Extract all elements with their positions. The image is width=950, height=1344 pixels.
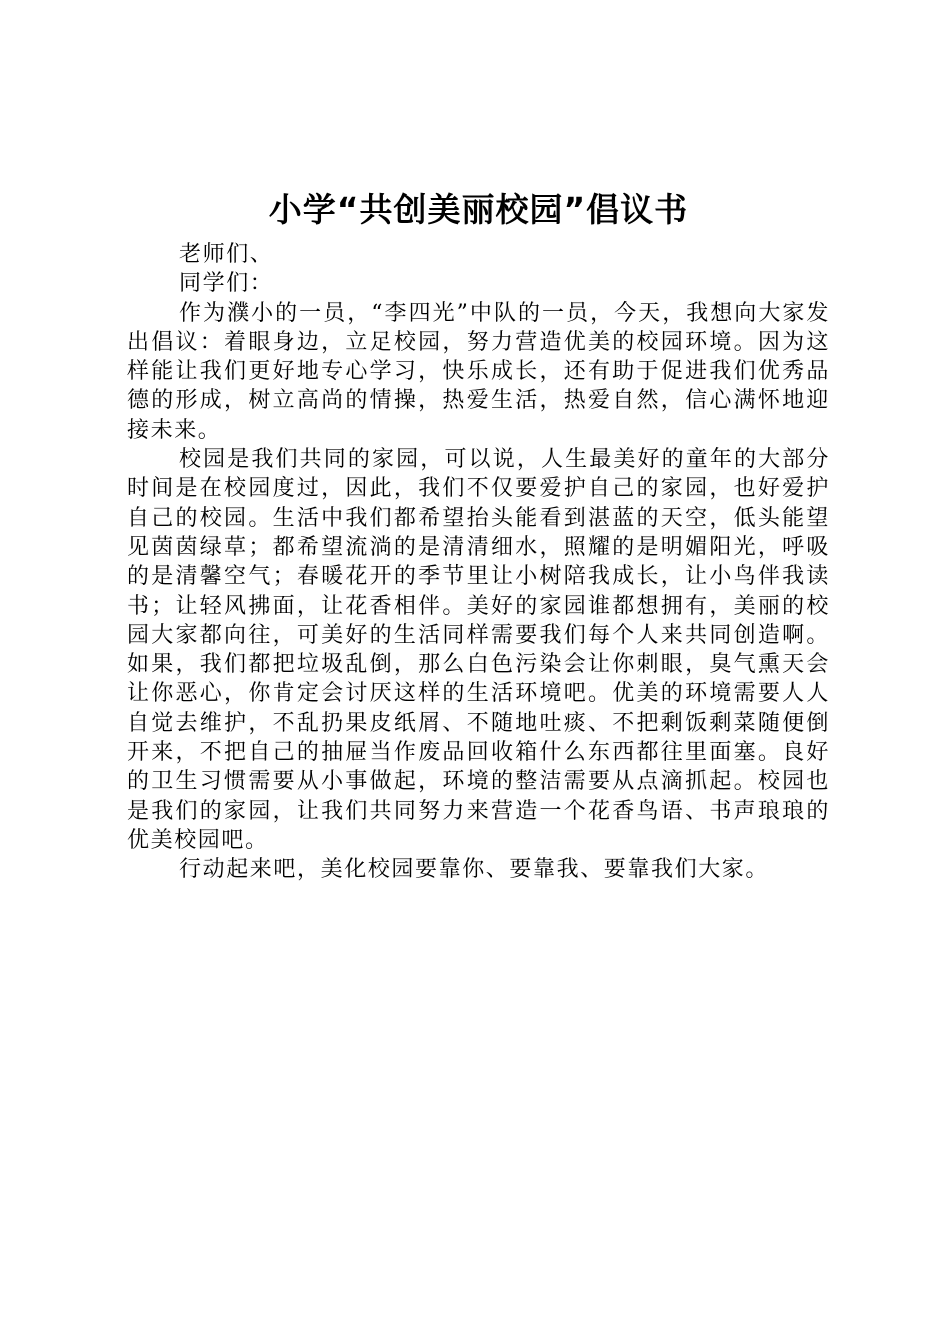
paragraph-2: 校园是我们共同的家园，可以说，人生最美好的童年的大部分时间是在校园度过，因此，我们不仅要爱护自己的家园，也好爱护自己的校园。生活中我们都希望抬头能看到湛蓝的天空，低头能望见茵茵绿草；都希望流淌的是清清细水，照耀的是明媚阳光，呼吸的是清馨空气；春暖花开的季节里让小树陪我成长，让小鸟伴我读书；让轻风拂面，让花香相伴。美好的家园谁都想拥有，美丽的校园大家都向往，可美好的生活同样需要我们每个人来共同创造啊。如果，我们都把垃圾乱倒，那么白色污染会让你刺眼，臭气熏天会让你恶心，你肯定会讨厌这样的生活环境吧。优美的环境需要人人自觉去维护，不乱扔果皮纸屑、不随地吐痰、不把剩饭剩菜随便倒开来，不把自己的抽屉当作废品回收箱什么东西都往里面塞。良好的卫生习惯需要从小事做起，环境的整洁需要从点滴抓起。校园也是我们的家园，让我们共同努力来营造一个花香鸟语、书声琅琅的优美校园吧。 [127, 447, 830, 853]
salutation-teachers: 老师们、 [179, 242, 274, 267]
paragraph-1: 作为濮小的一员，“李四光”中队的一员，今天，我想向大家发出倡议：着眼身边，立足校园，努力营造优美的校园环境。因为这样能让我们更好地专心学习，快乐成长，还有助于促进我们优秀品德的形成，树立高尚的情操，热爱生活，热爱自然，信心满怀地迎接未来。 [127, 300, 830, 443]
document-page [127, 188, 830, 885]
paragraph-3: 行动起来吧，美化校园要靠你、要靠我、要靠我们大家。 [179, 857, 770, 883]
salutation-students: 同学们： [179, 271, 274, 297]
document-title: 小学“共创美丽校园”倡议书 [268, 190, 689, 229]
